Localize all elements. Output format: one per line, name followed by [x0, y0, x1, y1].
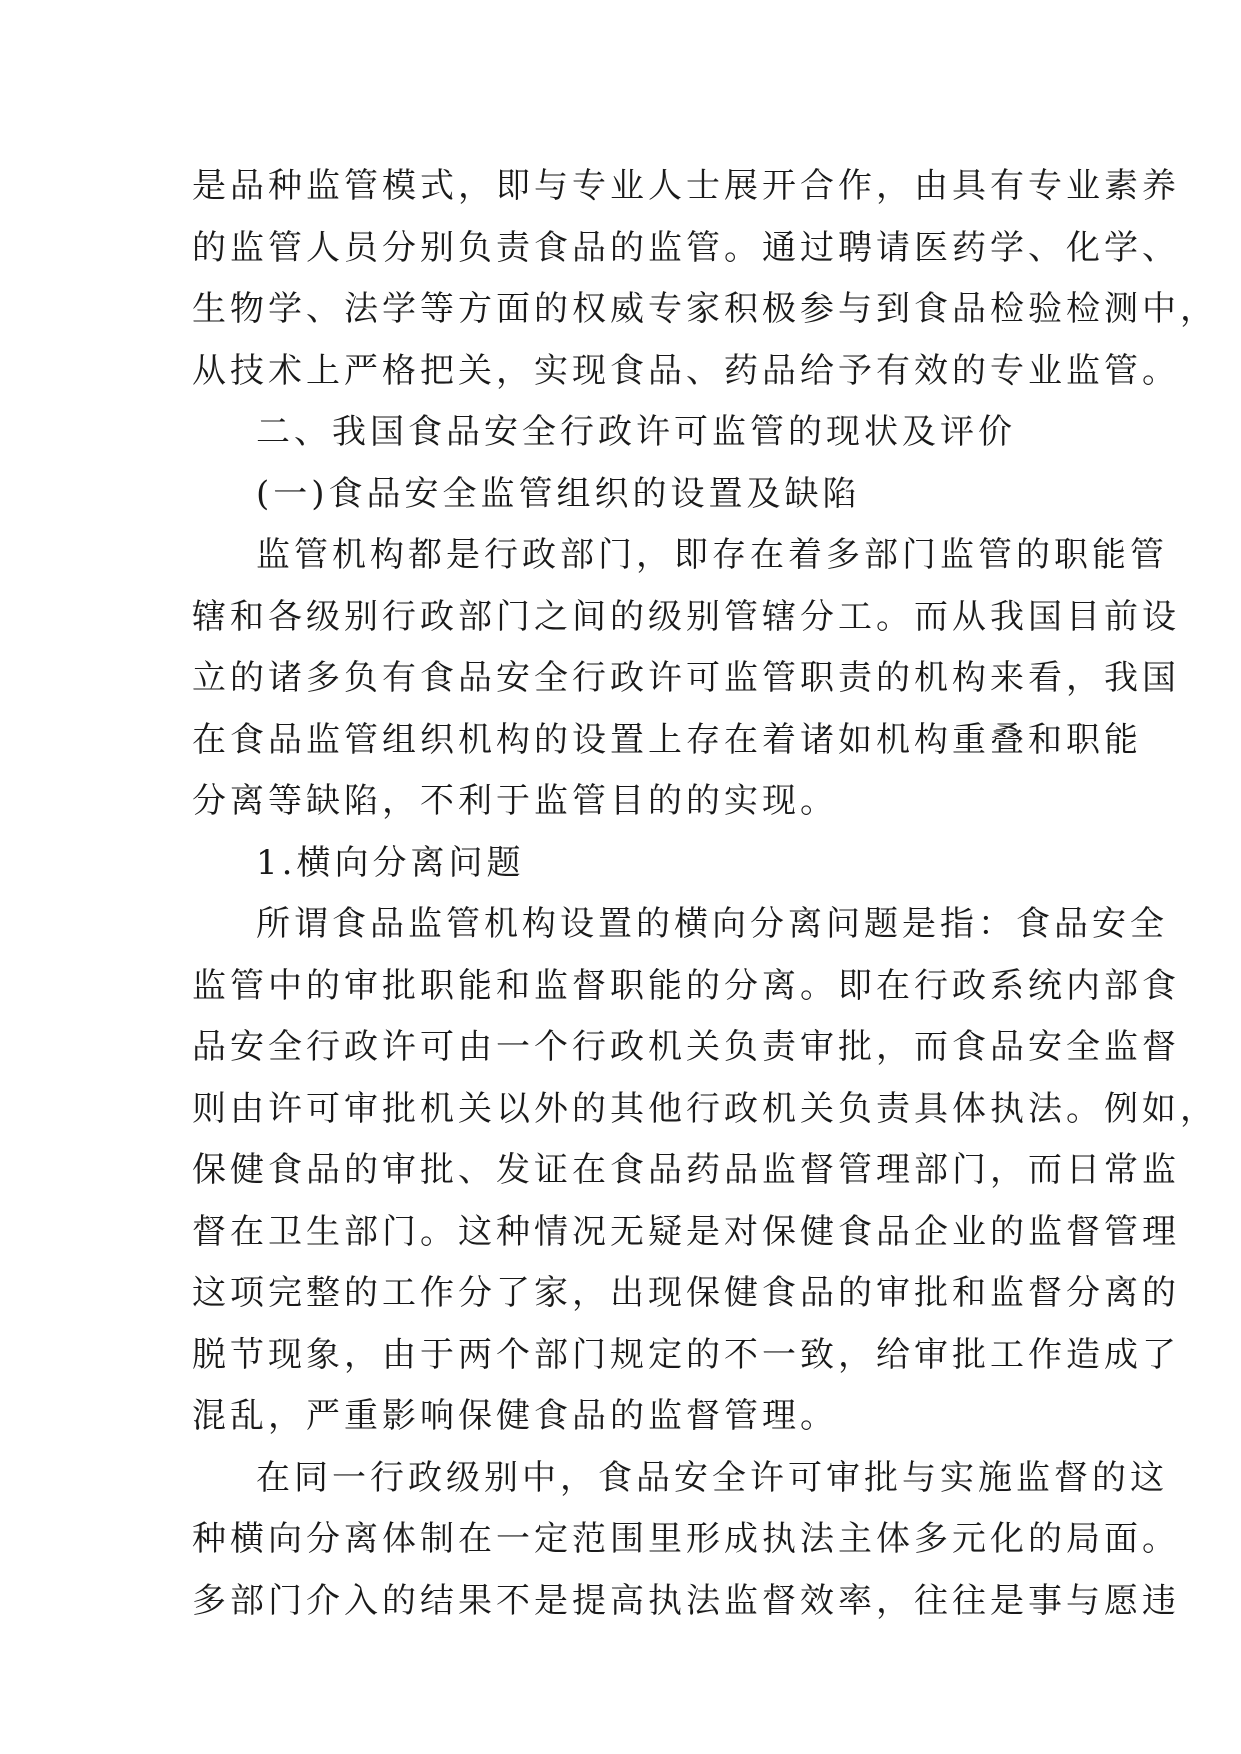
- text-line: 品安全行政许可由一个行政机关负责审批，而食品安全监督: [192, 1027, 1180, 1067]
- text-line: 则由许可审批机关以外的其他行政机关负责具体执法。例如，: [192, 1088, 1218, 1129]
- text-line: 混乱，严重影响保健食品的监督管理。: [192, 1396, 838, 1436]
- text-line: 脱节现象，由于两个部门规定的不一致，给审批工作造成了: [192, 1334, 1180, 1375]
- text-line: 监管中的审批职能和监督职能的分离。即在行政系统内部食: [192, 965, 1180, 1006]
- text-line: 在食品监管组织机构的设置上存在着诸如机构重叠和职能: [192, 719, 1142, 760]
- text-line: 分离等缺陷，不利于监管目的的实现。: [192, 781, 838, 821]
- text-line: 保健食品的审批、发证在食品药品监督管理部门，而日常监: [192, 1150, 1180, 1190]
- text-line: 辖和各级别行政部门之间的级别管辖分工。而从我国目前设: [192, 596, 1180, 637]
- text-line: 这项完整的工作分了家，出现保健食品的审批和监督分离的: [192, 1273, 1180, 1313]
- text-line: 种横向分离体制在一定范围里形成执法主体多元化的局面。: [192, 1519, 1180, 1559]
- body-text: [192, 156, 1218, 1632]
- text-line: 立的诸多负有食品安全行政许可监管职责的机构来看，我国: [192, 658, 1180, 698]
- text-line: 在同一行政级别中，食品安全许可审批与实施监督的这: [256, 1457, 1168, 1498]
- text-line: 的监管人员分别负责食品的监管。通过聘请医药学、化学、: [192, 227, 1180, 268]
- text-line: 督在卫生部门。这种情况无疑是对保健食品企业的监督管理: [192, 1211, 1180, 1252]
- numbered-heading: 1.横向分离问题: [256, 842, 525, 883]
- subsection-heading: (一)食品安全监管组织的设置及缺陷: [256, 473, 861, 514]
- text-line: 是品种监管模式，即与专业人士展开合作，由具有专业素养: [192, 166, 1180, 206]
- text-line: 从技术上严格把关，实现食品、药品给予有效的专业监管。: [192, 350, 1180, 391]
- text-line: 所谓食品监管机构设置的横向分离问题是指：食品安全: [256, 904, 1168, 944]
- text-line: 生物学、法学等方面的权威专家积极参与到食品检验检测中，: [192, 289, 1218, 329]
- text-line: 监管机构都是行政部门，即存在着多部门监管的职能管: [256, 535, 1168, 575]
- text-line: 多部门介入的结果不是提高执法监督效率，往往是事与愿违: [192, 1580, 1180, 1621]
- section-heading: 二、我国食品安全行政许可监管的现状及评价: [256, 412, 1016, 452]
